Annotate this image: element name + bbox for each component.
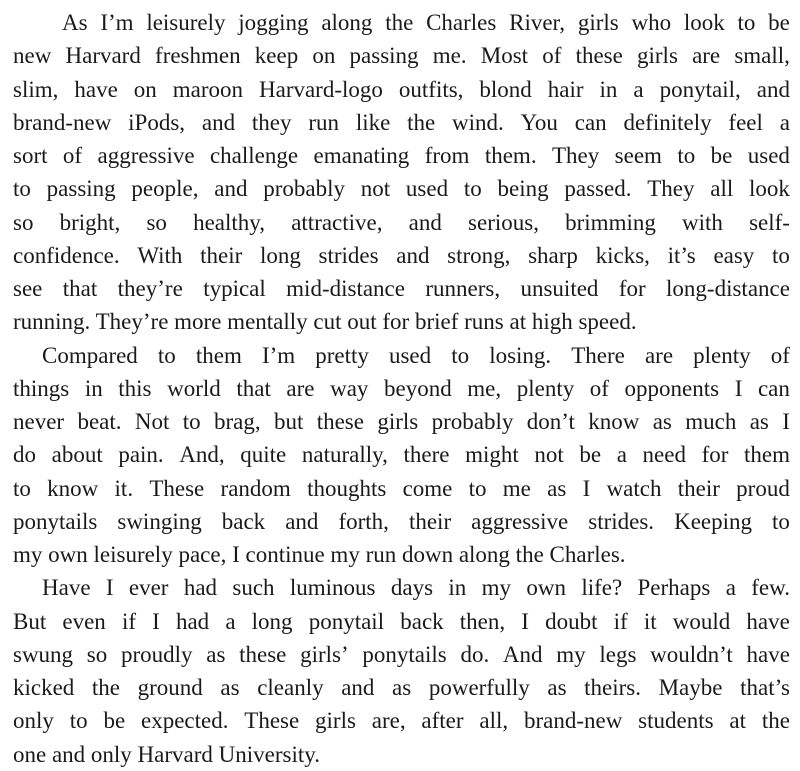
word: of bbox=[62, 143, 83, 168]
word: And, bbox=[179, 442, 225, 468]
word: and bbox=[285, 508, 319, 534]
word: I bbox=[152, 608, 160, 634]
word: challenge bbox=[209, 143, 299, 168]
word: thoughts bbox=[307, 475, 387, 501]
word: if bbox=[613, 608, 628, 634]
word: in bbox=[448, 575, 467, 601]
text-line: my own leisurely pace, I continue my run down along the Charles. bbox=[13, 542, 626, 567]
word: me, bbox=[467, 375, 502, 401]
word: of bbox=[542, 43, 562, 69]
word: doubt bbox=[545, 608, 598, 634]
word: I bbox=[734, 375, 743, 401]
word: Compared bbox=[42, 342, 138, 368]
word: as bbox=[206, 641, 226, 667]
word: to bbox=[451, 342, 470, 368]
word: to bbox=[182, 409, 201, 434]
word: in bbox=[599, 76, 618, 102]
word: Charles bbox=[426, 10, 497, 35]
word: in bbox=[84, 375, 103, 401]
word: random bbox=[220, 475, 291, 501]
word: unsuited bbox=[520, 276, 599, 301]
word: would bbox=[672, 608, 731, 634]
word: These bbox=[149, 475, 205, 501]
word: ponytail, bbox=[659, 76, 741, 102]
word: had bbox=[183, 575, 218, 601]
body-text bbox=[13, 6, 790, 771]
text-line: one and only Harvard University. bbox=[13, 741, 321, 767]
word: passing bbox=[349, 43, 419, 69]
word: them bbox=[195, 342, 242, 368]
word: easy bbox=[713, 242, 755, 268]
word: so bbox=[86, 641, 108, 667]
word: freshmen bbox=[155, 43, 241, 69]
word: strides. bbox=[588, 508, 655, 534]
word: sort bbox=[13, 143, 48, 168]
word: such bbox=[232, 575, 275, 601]
word: them bbox=[744, 442, 790, 468]
word: not bbox=[360, 176, 391, 202]
text-line bbox=[13, 638, 790, 671]
word: to bbox=[13, 176, 31, 202]
word: beat. bbox=[77, 409, 122, 434]
word: if bbox=[121, 608, 136, 634]
word: can bbox=[757, 375, 790, 401]
word: and bbox=[396, 242, 430, 268]
word: students bbox=[638, 708, 714, 734]
word: on bbox=[133, 76, 157, 102]
text-line bbox=[13, 272, 790, 305]
word: long-distance bbox=[666, 276, 790, 301]
text-line bbox=[13, 6, 790, 39]
word: world bbox=[167, 375, 221, 401]
text-line bbox=[13, 139, 790, 172]
text-line bbox=[13, 438, 790, 471]
word: serious, bbox=[468, 209, 539, 235]
word: brimming bbox=[565, 209, 656, 235]
word: bright, bbox=[59, 209, 121, 235]
word: that’s bbox=[740, 675, 790, 700]
word: me bbox=[502, 475, 531, 501]
word: even bbox=[62, 608, 106, 634]
word: it. bbox=[114, 475, 134, 501]
word: wouldn’t bbox=[650, 641, 733, 667]
word: ponytail bbox=[308, 608, 385, 634]
word: runners, bbox=[425, 276, 501, 301]
word: have bbox=[746, 641, 790, 667]
word: You bbox=[520, 109, 558, 135]
text-line bbox=[13, 39, 790, 72]
word: legs bbox=[599, 641, 637, 667]
word: to bbox=[677, 143, 696, 168]
word: passing bbox=[46, 176, 116, 202]
word: expected. bbox=[140, 708, 229, 734]
word: way bbox=[330, 375, 369, 401]
word: need bbox=[642, 442, 686, 468]
word: as bbox=[392, 675, 412, 700]
word: beyond bbox=[383, 375, 452, 401]
word: I bbox=[105, 575, 114, 601]
word: girls bbox=[315, 708, 356, 734]
word: Maybe bbox=[658, 675, 723, 700]
word: naturally, bbox=[301, 442, 388, 468]
word: Have bbox=[42, 575, 91, 601]
word: girls bbox=[577, 10, 619, 35]
word: used bbox=[405, 176, 449, 202]
word: these bbox=[239, 641, 287, 667]
word: I’m bbox=[261, 342, 296, 368]
word: brand-new bbox=[523, 708, 623, 734]
word: be bbox=[768, 10, 790, 35]
word: Most bbox=[480, 43, 529, 69]
word: have bbox=[746, 608, 790, 634]
paragraph bbox=[13, 339, 790, 572]
word: might bbox=[465, 442, 519, 468]
word: to bbox=[468, 475, 487, 501]
word: all, bbox=[479, 708, 509, 734]
word: plenty bbox=[516, 375, 575, 401]
word: sharp bbox=[528, 242, 578, 268]
word: like bbox=[355, 109, 391, 135]
word: their bbox=[677, 475, 720, 501]
word: confidence. bbox=[13, 242, 120, 268]
word: ponytails bbox=[13, 508, 98, 534]
word: these bbox=[316, 409, 364, 434]
word: I’m bbox=[100, 10, 134, 35]
word: and bbox=[201, 109, 236, 135]
word: the bbox=[91, 675, 121, 700]
word: be bbox=[103, 708, 126, 734]
word: losing. bbox=[489, 342, 552, 368]
word: ponytails bbox=[362, 641, 447, 667]
word: had bbox=[175, 608, 210, 634]
word: Harvard-logo bbox=[259, 76, 383, 102]
text-line bbox=[13, 704, 790, 737]
word: things bbox=[13, 375, 70, 401]
word: girls’ bbox=[300, 641, 349, 667]
word: me. bbox=[432, 43, 467, 69]
text-line bbox=[13, 605, 790, 638]
word: and bbox=[214, 176, 248, 202]
word: of bbox=[770, 342, 790, 368]
word: brag, bbox=[213, 409, 261, 434]
word: to bbox=[772, 242, 790, 268]
word: long bbox=[251, 608, 293, 634]
word: aggressive bbox=[471, 508, 569, 534]
word: run bbox=[308, 109, 339, 135]
word: days bbox=[390, 575, 434, 601]
word: passed. bbox=[564, 176, 632, 202]
word: kicked bbox=[13, 675, 75, 700]
word: and bbox=[341, 675, 375, 700]
text-line bbox=[13, 671, 790, 704]
word: aggressive bbox=[97, 143, 195, 168]
word: jogging bbox=[238, 10, 309, 35]
word: a bbox=[779, 109, 790, 135]
word: opponents bbox=[624, 375, 720, 401]
word: look bbox=[749, 176, 790, 202]
word: wind. bbox=[452, 109, 504, 135]
word: not bbox=[534, 442, 564, 468]
word: And bbox=[502, 641, 543, 667]
text-line bbox=[13, 239, 790, 272]
word: are bbox=[286, 375, 315, 401]
word: slim, bbox=[13, 76, 59, 102]
word: a bbox=[725, 575, 736, 601]
word: definitely bbox=[623, 109, 712, 135]
word: and bbox=[756, 76, 790, 102]
word: iPods, bbox=[128, 109, 186, 135]
word: a bbox=[225, 608, 236, 634]
text-line bbox=[13, 505, 790, 538]
text-line: running. They’re more mentally cut out for brief runs at high speed. bbox=[13, 309, 637, 335]
word: They bbox=[647, 176, 695, 202]
word: But bbox=[13, 608, 47, 634]
word: but bbox=[273, 409, 304, 434]
word: know bbox=[47, 475, 99, 501]
word: from bbox=[424, 143, 470, 168]
word: I bbox=[521, 608, 529, 634]
word: are, bbox=[371, 708, 406, 734]
word: can bbox=[574, 109, 607, 135]
word: River, bbox=[509, 10, 566, 35]
word: a bbox=[616, 442, 627, 468]
word: them. bbox=[484, 143, 537, 168]
word: never bbox=[13, 409, 65, 434]
word: along bbox=[321, 10, 373, 35]
word: watch bbox=[606, 475, 662, 501]
word: seem bbox=[614, 143, 662, 168]
word: I bbox=[582, 475, 591, 501]
word: used bbox=[747, 143, 790, 168]
word: theirs. bbox=[584, 675, 641, 700]
word: to bbox=[69, 708, 88, 734]
word: people, bbox=[131, 176, 199, 202]
word: to bbox=[772, 508, 790, 534]
word: as bbox=[547, 475, 567, 501]
word: so bbox=[13, 209, 34, 235]
word: much bbox=[685, 409, 737, 434]
word: typical bbox=[203, 276, 266, 301]
word: forth, bbox=[338, 508, 389, 534]
text-line bbox=[13, 339, 790, 372]
word: pain. bbox=[118, 442, 164, 468]
word: ground bbox=[137, 675, 203, 700]
word: to bbox=[463, 176, 482, 202]
word: cleanly bbox=[257, 675, 324, 700]
word: proudly bbox=[120, 641, 193, 667]
text-line bbox=[13, 571, 790, 604]
text-line bbox=[13, 372, 790, 405]
word: swung bbox=[13, 641, 74, 667]
word: as bbox=[547, 675, 567, 700]
word: leisurely bbox=[146, 10, 226, 35]
word: as bbox=[652, 409, 672, 434]
word: few. bbox=[751, 575, 790, 601]
word: I bbox=[782, 409, 790, 434]
word: to bbox=[157, 342, 176, 368]
word: to bbox=[13, 475, 31, 501]
word: plenty bbox=[693, 342, 751, 368]
word: then, bbox=[459, 608, 506, 634]
word: my bbox=[481, 575, 511, 601]
word: small, bbox=[734, 43, 790, 69]
word: to bbox=[737, 10, 756, 35]
text-line bbox=[13, 472, 790, 505]
word: this bbox=[118, 375, 152, 401]
word: pretty bbox=[315, 342, 369, 368]
word: These bbox=[244, 708, 300, 734]
word: these bbox=[575, 43, 623, 69]
word: Keeping bbox=[674, 508, 753, 534]
word: their bbox=[408, 508, 452, 534]
text-line bbox=[13, 73, 790, 106]
word: do bbox=[13, 442, 36, 468]
word: back bbox=[400, 608, 444, 634]
word: for bbox=[701, 442, 729, 468]
word: new bbox=[13, 43, 52, 69]
word: they’re bbox=[117, 276, 183, 301]
word: outfits, bbox=[398, 76, 464, 102]
text-line bbox=[13, 172, 790, 205]
word: probably bbox=[263, 176, 345, 202]
word: be bbox=[579, 442, 602, 468]
word: blond bbox=[479, 76, 532, 102]
word: be bbox=[710, 143, 733, 168]
word: look bbox=[683, 10, 725, 35]
word: long bbox=[259, 242, 301, 268]
word: know bbox=[588, 409, 640, 434]
word: being bbox=[497, 176, 549, 202]
word: so bbox=[146, 209, 167, 235]
word: attractive, bbox=[291, 209, 383, 235]
word: own bbox=[526, 575, 566, 601]
word: my bbox=[556, 641, 586, 667]
word: at bbox=[729, 708, 746, 734]
word: see bbox=[13, 276, 43, 301]
word: They bbox=[551, 143, 600, 168]
word: that bbox=[236, 375, 271, 401]
word: feel bbox=[728, 109, 763, 135]
word: As bbox=[62, 10, 88, 35]
word: only bbox=[13, 708, 54, 734]
word: keep bbox=[254, 43, 299, 69]
word: their bbox=[200, 242, 243, 268]
word: probably bbox=[431, 409, 514, 434]
word: are bbox=[644, 342, 674, 368]
word: have bbox=[74, 76, 118, 102]
word: the bbox=[761, 708, 790, 734]
word: maroon bbox=[172, 76, 244, 102]
word: a bbox=[633, 76, 644, 102]
text-line bbox=[13, 106, 790, 139]
word: strides bbox=[318, 242, 379, 268]
text-line bbox=[13, 206, 790, 239]
word: With bbox=[137, 242, 183, 268]
word: and bbox=[408, 209, 442, 235]
word: healthy, bbox=[193, 209, 266, 235]
word: do. bbox=[460, 641, 490, 667]
word: back bbox=[221, 508, 266, 534]
word: they bbox=[251, 109, 292, 135]
word: kicks, bbox=[595, 242, 650, 268]
word: Perhaps bbox=[637, 575, 711, 601]
word: quite bbox=[240, 442, 287, 468]
word: don’t bbox=[526, 409, 575, 434]
word: ever bbox=[128, 575, 169, 601]
word: for bbox=[618, 276, 646, 301]
paragraph bbox=[13, 6, 790, 339]
word: emanating bbox=[313, 143, 410, 168]
word: luminous bbox=[289, 575, 376, 601]
word: about bbox=[51, 442, 103, 468]
word: who bbox=[631, 10, 672, 35]
text-line bbox=[13, 405, 790, 438]
word: the bbox=[385, 10, 414, 35]
word: girls bbox=[377, 409, 419, 434]
word: powerfully bbox=[428, 675, 530, 700]
word: are bbox=[692, 43, 721, 69]
paragraph bbox=[13, 571, 790, 771]
word: come bbox=[402, 475, 453, 501]
word: the bbox=[407, 109, 436, 135]
word: after bbox=[421, 708, 464, 734]
word: self- bbox=[749, 209, 790, 235]
word: swinging bbox=[117, 508, 202, 534]
word: girls bbox=[637, 43, 678, 69]
word: strong, bbox=[447, 242, 511, 268]
word: brand-new bbox=[13, 109, 112, 135]
word: as bbox=[749, 409, 769, 434]
word: as bbox=[220, 675, 240, 700]
word: Not bbox=[134, 409, 170, 434]
word: with bbox=[682, 209, 723, 235]
word: Harvard bbox=[65, 43, 141, 69]
word: hair bbox=[547, 76, 584, 102]
word: there bbox=[403, 442, 450, 468]
word: life? bbox=[581, 575, 623, 601]
word: it bbox=[643, 608, 657, 634]
word: There bbox=[571, 342, 625, 368]
word: that bbox=[62, 276, 98, 301]
word: it’s bbox=[667, 242, 696, 268]
word: mid-distance bbox=[286, 276, 405, 301]
word: used bbox=[388, 342, 432, 368]
word: proud bbox=[736, 475, 790, 501]
word: all bbox=[710, 176, 734, 202]
word: on bbox=[312, 43, 336, 69]
word: of bbox=[589, 375, 609, 401]
